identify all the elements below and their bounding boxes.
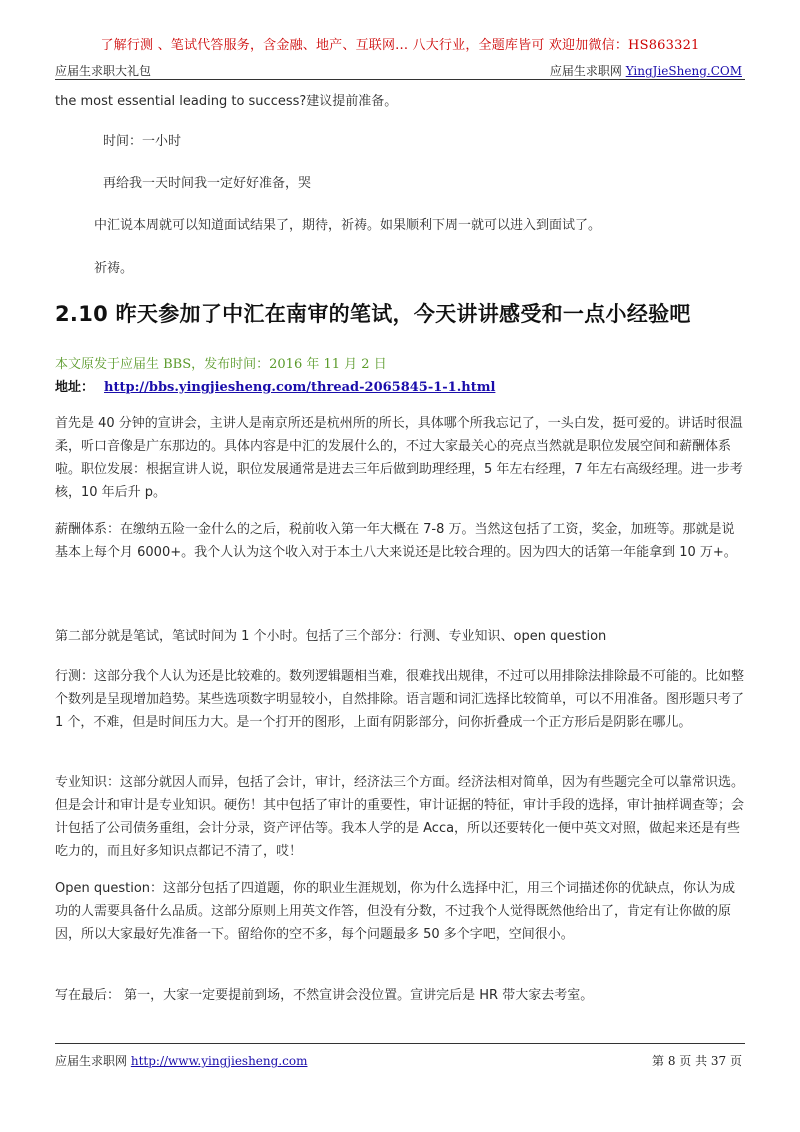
intro-wish: 再给我一天时间我一定好好准备，哭: [103, 176, 312, 191]
address-label: 地址：: [55, 380, 95, 395]
header-site: [550, 62, 742, 79]
page-number: 第 8 页 共 37 页: [652, 1054, 742, 1068]
footer-site-name: 应届生求职网: [55, 1054, 128, 1068]
intro-pray: 祈祷。: [94, 261, 134, 276]
header-site-name: 应届生求职网: [549, 64, 622, 78]
paragraph-professional: 专业知识：这部分就因人而异，包括了会计，审计，经济法三个方面。经济法相对简单，因为有些题完全可以靠常识选。但是会计和审计是专业知识。硬伤！其中包括了审计的重要性，审计证据的特征，审计手段的选择，审计抽样调查等；会计包括了公司债务重组，会计分录，资产评估等。我本人学的是 Acca，所以还要转化一便中英文对照，做起来还是有些吃力的，而且好多知识点都记不清了，哎！: [55, 775, 745, 859]
footer-site: [55, 1052, 307, 1069]
paragraph-presentation: 首先是 40 分钟的宣讲会，主讲人是南京所还是杭州所的所长，具体哪个所我忘记了，一头白发，挺可爱的。讲话时很温柔，听口音像是广东那边的。具体内容是中汇的发展什么的，不过大家最关心的亮点当然就是职位发展空间和薪酬体系啦。职位发展：根据宣讲人说，职位发展通常是进去三年后做到助理经理，5 年左右经理，7 年左右高级经理。进一步考核，10 年后升 p。: [55, 416, 743, 500]
paragraph-open-question: Open question：这部分包括了四道题，你的职业生涯规划，你为什么选择中汇，用三个词描述你的优缺点，你认为成功的人需要具备什么品质。这部分原则上用英文作答，但没有分数，不过我个人觉得既然他给出了，肯定有让你做的原因，所以大家最好先准备一下。留给你的空不多，每个问题最多 50 多个字吧，空间很小。: [55, 881, 736, 942]
header-divider: [55, 79, 745, 80]
paragraph-aptitude: 行测：这部分我个人认为还是比较难的。数列逻辑题相当难，很难找出规律，不过可以用排除法排除最不可能的。比如整个数列是呈现增加趋势。某些选项数字明显较小，自然排除。语言题和词汇选择比较简单，可以不用准备。图形题只考了 1 个，不难，但是时间压力大。是一个打开的图形，上面有阴影部分，问你折叠成一个正方形后是阴影在哪儿。: [55, 669, 745, 730]
footer-divider: [55, 1043, 745, 1044]
address-link[interactable]: http://bbs.yingjiesheng.com/thread-2065845-1-1.html: [104, 380, 496, 395]
paragraph-salary: 薪酬体系：在缴纳五险一金什么的之后，税前收入第一年大概在 7-8 万。当然这包括了工资，奖金，加班等。那就是说基本上每个月 6000+。我个人认为这个收入对于本土八大来说还是比较合理的。因为四大的话第一年能拿到 10 万+。: [55, 522, 737, 560]
promo-banner: 了解行测 、笔试代答服务，含金融、地产、互联网... 八大行业，全题库皆可 欢迎加微信：HS863321: [100, 38, 700, 53]
paragraph-final: 写在最后： 第一，大家一定要提前到场，不然宣讲会没位置。宣讲完后是 HR 带大家去考室。: [55, 988, 594, 1003]
section-title: 2.10 昨天参加了中汇在南审的笔试，今天讲讲感受和一点小经验吧: [55, 302, 691, 326]
article-address: [55, 376, 495, 395]
header-site-link[interactable]: YingJieSheng.COM: [625, 64, 742, 78]
intro-result: 中汇说本周就可以知道面试结果了，期待，祈祷。如果顺利下周一就可以进入到面试了。: [94, 218, 602, 233]
article-origin: 本文原发于应届生 BBS，发布时间：2016 年 11 月 2 日: [55, 357, 387, 372]
header-title: 应届生求职大礼包: [55, 64, 152, 78]
paragraph-written-test: 第二部分就是笔试，笔试时间为 1 个小时。包括了三个部分：行测、专业知识、open question: [55, 629, 607, 644]
intro-time: 时间：一小时: [103, 134, 182, 149]
intro-line: the most essential leading to success?建议提前准备。: [55, 94, 398, 109]
footer-site-link[interactable]: http://www.yingjiesheng.com: [130, 1054, 308, 1068]
